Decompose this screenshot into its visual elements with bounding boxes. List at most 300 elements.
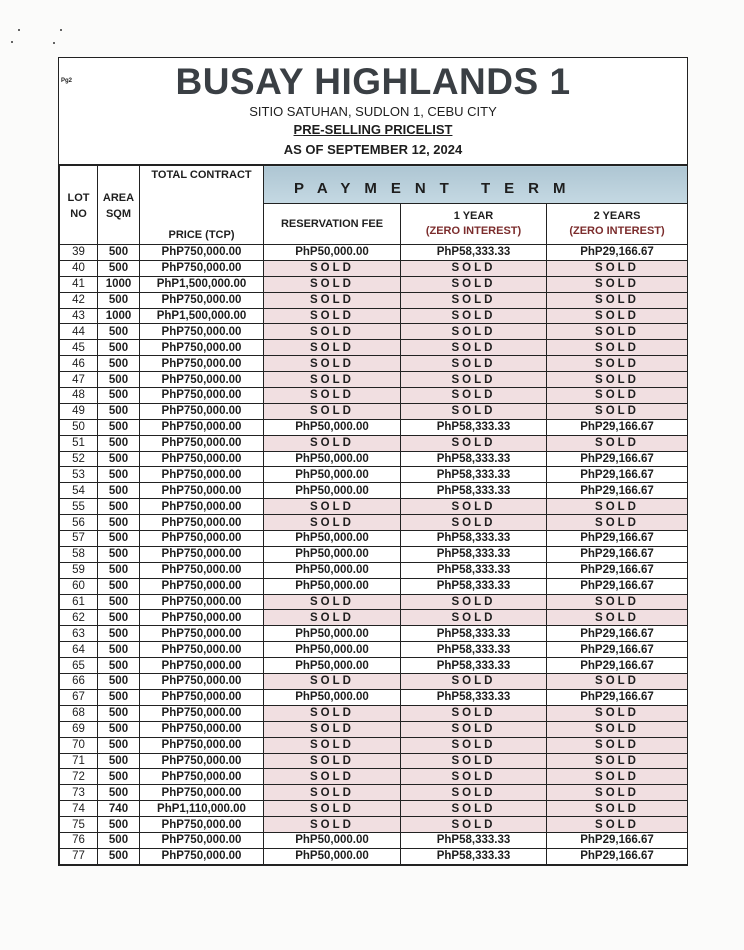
- tcp-cell: PhP750,000.00: [140, 832, 264, 848]
- two-years-cell: PhP29,166.67: [547, 658, 688, 674]
- table-row: [60, 626, 688, 642]
- area-cell: 500: [98, 467, 140, 483]
- area-cell: 500: [98, 356, 140, 372]
- area-cell: 500: [98, 832, 140, 848]
- one-year-cell: PhP58,333.33: [401, 419, 547, 435]
- one-year-cell: SOLD: [401, 674, 547, 690]
- table-row: [60, 737, 688, 753]
- two-years-cell: PhP29,166.67: [547, 483, 688, 499]
- table-row: [60, 260, 688, 276]
- reservation-cell: SOLD: [264, 372, 401, 388]
- table-row: [60, 753, 688, 769]
- pricelist-subtitle: PRE-SELLING PRICELIST: [293, 122, 453, 137]
- area-cell: 500: [98, 705, 140, 721]
- one-year-cell: SOLD: [401, 753, 547, 769]
- reservation-cell: SOLD: [264, 260, 401, 276]
- tcp-cell: PhP750,000.00: [140, 737, 264, 753]
- lot-cell: 45: [60, 340, 98, 356]
- table-row: [60, 562, 688, 578]
- reservation-cell: SOLD: [264, 292, 401, 308]
- tcp-cell: PhP750,000.00: [140, 626, 264, 642]
- lot-cell: 41: [60, 276, 98, 292]
- area-cell: 500: [98, 642, 140, 658]
- two-years-cell: PhP29,166.67: [547, 451, 688, 467]
- two-years-cell: PhP29,166.67: [547, 531, 688, 547]
- one-year-cell: SOLD: [401, 594, 547, 610]
- one-year-cell: PhP58,333.33: [401, 451, 547, 467]
- one-year-cell: PhP58,333.33: [401, 531, 547, 547]
- tcp-cell: PhP750,000.00: [140, 419, 264, 435]
- area-cell: 500: [98, 610, 140, 626]
- two-years-cell: SOLD: [547, 499, 688, 515]
- one-year-cell: PhP58,333.33: [401, 483, 547, 499]
- one-year-cell: SOLD: [401, 292, 547, 308]
- table-row: [60, 546, 688, 562]
- one-year-cell: PhP58,333.33: [401, 689, 547, 705]
- two-years-cell: PhP29,166.67: [547, 467, 688, 483]
- tcp-cell: PhP750,000.00: [140, 546, 264, 562]
- lot-cell: 51: [60, 435, 98, 451]
- reservation-cell: PhP50,000.00: [264, 467, 401, 483]
- tcp-cell: PhP750,000.00: [140, 451, 264, 467]
- area-cell: 500: [98, 435, 140, 451]
- reservation-cell: SOLD: [264, 403, 401, 419]
- area-cell: 500: [98, 451, 140, 467]
- two-years-cell: SOLD: [547, 435, 688, 451]
- table-row: [60, 594, 688, 610]
- tcp-cell: PhP750,000.00: [140, 499, 264, 515]
- speck: [18, 29, 20, 31]
- area-cell: 500: [98, 515, 140, 531]
- two-years-cell: SOLD: [547, 356, 688, 372]
- two-years-cell: SOLD: [547, 260, 688, 276]
- two-years-cell: SOLD: [547, 721, 688, 737]
- table-row: [60, 340, 688, 356]
- area-cell: 500: [98, 753, 140, 769]
- two-years-cell: SOLD: [547, 403, 688, 419]
- lot-cell: 73: [60, 785, 98, 801]
- table-row: [60, 435, 688, 451]
- lot-cell: 49: [60, 403, 98, 419]
- tcp-cell: PhP750,000.00: [140, 388, 264, 404]
- lot-cell: 60: [60, 578, 98, 594]
- one-year-cell: PhP58,333.33: [401, 626, 547, 642]
- lot-cell: 44: [60, 324, 98, 340]
- header-text: NO: [70, 208, 87, 220]
- table-row: [60, 658, 688, 674]
- col-2years-header: [547, 204, 688, 245]
- two-years-cell: SOLD: [547, 705, 688, 721]
- lot-cell: 77: [60, 848, 98, 864]
- speck: [11, 41, 13, 43]
- lot-cell: 64: [60, 642, 98, 658]
- reservation-cell: SOLD: [264, 435, 401, 451]
- one-year-cell: PhP58,333.33: [401, 467, 547, 483]
- table-row: [60, 372, 688, 388]
- page-marker: Pg2: [61, 78, 73, 84]
- tcp-cell: PhP750,000.00: [140, 356, 264, 372]
- table-row: [60, 642, 688, 658]
- lot-cell: 55: [60, 499, 98, 515]
- header-text: LOT: [67, 192, 90, 204]
- one-year-cell: PhP58,333.33: [401, 546, 547, 562]
- table-row: [60, 832, 688, 848]
- project-address: SITIO SATUHAN, SUDLON 1, CEBU CITY: [249, 104, 497, 119]
- area-cell: 500: [98, 785, 140, 801]
- two-years-cell: PhP29,166.67: [547, 578, 688, 594]
- tcp-cell: PhP750,000.00: [140, 689, 264, 705]
- header-text: 1 YEAR: [453, 210, 494, 223]
- one-year-cell: PhP58,333.33: [401, 658, 547, 674]
- reservation-cell: SOLD: [264, 276, 401, 292]
- area-cell: 500: [98, 531, 140, 547]
- one-year-cell: PhP58,333.33: [401, 578, 547, 594]
- area-cell: 500: [98, 292, 140, 308]
- area-cell: 500: [98, 737, 140, 753]
- two-years-cell: PhP29,166.67: [547, 626, 688, 642]
- one-year-cell: SOLD: [401, 721, 547, 737]
- table-row: [60, 467, 688, 483]
- two-years-cell: SOLD: [547, 674, 688, 690]
- lot-cell: 46: [60, 356, 98, 372]
- lot-cell: 66: [60, 674, 98, 690]
- lot-cell: 72: [60, 769, 98, 785]
- reservation-cell: PhP50,000.00: [264, 419, 401, 435]
- tcp-cell: PhP750,000.00: [140, 292, 264, 308]
- two-years-cell: SOLD: [547, 817, 688, 833]
- two-years-cell: SOLD: [547, 388, 688, 404]
- area-cell: 500: [98, 848, 140, 864]
- table-row: [60, 674, 688, 690]
- area-cell: 500: [98, 594, 140, 610]
- two-years-cell: SOLD: [547, 372, 688, 388]
- lot-cell: 48: [60, 388, 98, 404]
- reservation-cell: SOLD: [264, 388, 401, 404]
- reservation-cell: PhP50,000.00: [264, 689, 401, 705]
- two-years-cell: SOLD: [547, 753, 688, 769]
- tcp-cell: PhP750,000.00: [140, 848, 264, 864]
- two-years-cell: SOLD: [547, 515, 688, 531]
- area-cell: 500: [98, 721, 140, 737]
- one-year-cell: SOLD: [401, 705, 547, 721]
- area-cell: 500: [98, 674, 140, 690]
- one-year-cell: SOLD: [401, 324, 547, 340]
- area-cell: 500: [98, 388, 140, 404]
- header-text: PRICE (TCP): [168, 229, 235, 241]
- two-years-cell: SOLD: [547, 292, 688, 308]
- one-year-cell: SOLD: [401, 340, 547, 356]
- area-cell: 500: [98, 324, 140, 340]
- two-years-cell: PhP29,166.67: [547, 245, 688, 261]
- lot-cell: 69: [60, 721, 98, 737]
- speck: [53, 42, 55, 44]
- lot-cell: 67: [60, 689, 98, 705]
- reservation-cell: SOLD: [264, 308, 401, 324]
- table-row: [60, 689, 688, 705]
- lot-cell: 75: [60, 817, 98, 833]
- reservation-cell: SOLD: [264, 785, 401, 801]
- table-row: [60, 848, 688, 864]
- reservation-cell: PhP50,000.00: [264, 658, 401, 674]
- reservation-cell: SOLD: [264, 515, 401, 531]
- tcp-cell: PhP750,000.00: [140, 340, 264, 356]
- area-cell: 500: [98, 769, 140, 785]
- tcp-cell: PhP750,000.00: [140, 435, 264, 451]
- reservation-cell: SOLD: [264, 753, 401, 769]
- lot-cell: 74: [60, 801, 98, 817]
- one-year-cell: SOLD: [401, 356, 547, 372]
- table-row: [60, 308, 688, 324]
- two-years-cell: SOLD: [547, 340, 688, 356]
- reservation-cell: PhP50,000.00: [264, 626, 401, 642]
- tcp-cell: PhP750,000.00: [140, 467, 264, 483]
- area-cell: 1000: [98, 308, 140, 324]
- reservation-cell: SOLD: [264, 737, 401, 753]
- table-row: [60, 403, 688, 419]
- two-years-cell: SOLD: [547, 785, 688, 801]
- two-years-cell: PhP29,166.67: [547, 832, 688, 848]
- reservation-cell: SOLD: [264, 324, 401, 340]
- reservation-cell: PhP50,000.00: [264, 483, 401, 499]
- table-row: [60, 499, 688, 515]
- area-cell: 500: [98, 245, 140, 261]
- tcp-cell: PhP750,000.00: [140, 594, 264, 610]
- document-header: [59, 58, 687, 165]
- area-cell: 500: [98, 260, 140, 276]
- reservation-cell: SOLD: [264, 340, 401, 356]
- lot-cell: 65: [60, 658, 98, 674]
- lot-cell: 56: [60, 515, 98, 531]
- lot-cell: 43: [60, 308, 98, 324]
- tcp-cell: PhP750,000.00: [140, 515, 264, 531]
- tcp-cell: PhP750,000.00: [140, 483, 264, 499]
- tcp-cell: PhP750,000.00: [140, 817, 264, 833]
- lot-cell: 63: [60, 626, 98, 642]
- table-row: [60, 292, 688, 308]
- two-years-cell: SOLD: [547, 737, 688, 753]
- one-year-cell: SOLD: [401, 499, 547, 515]
- table-row: [60, 515, 688, 531]
- area-cell: 500: [98, 372, 140, 388]
- area-cell: 500: [98, 546, 140, 562]
- two-years-cell: PhP29,166.67: [547, 848, 688, 864]
- table-row: [60, 324, 688, 340]
- lot-cell: 50: [60, 419, 98, 435]
- two-years-cell: SOLD: [547, 801, 688, 817]
- table-row: [60, 388, 688, 404]
- tcp-cell: PhP750,000.00: [140, 403, 264, 419]
- tcp-cell: PhP750,000.00: [140, 562, 264, 578]
- table-row: [60, 356, 688, 372]
- reservation-cell: PhP50,000.00: [264, 451, 401, 467]
- area-cell: 500: [98, 658, 140, 674]
- project-title: BUSAY HIGHLANDS 1: [175, 61, 571, 102]
- reservation-cell: SOLD: [264, 356, 401, 372]
- reservation-cell: SOLD: [264, 817, 401, 833]
- lot-cell: 42: [60, 292, 98, 308]
- tcp-cell: PhP750,000.00: [140, 769, 264, 785]
- area-cell: 500: [98, 419, 140, 435]
- header-note: (ZERO INTEREST): [569, 225, 665, 238]
- one-year-cell: PhP58,333.33: [401, 848, 547, 864]
- tcp-cell: PhP750,000.00: [140, 705, 264, 721]
- one-year-cell: PhP58,333.33: [401, 245, 547, 261]
- tcp-cell: PhP750,000.00: [140, 531, 264, 547]
- one-year-cell: SOLD: [401, 785, 547, 801]
- tcp-cell: PhP1,500,000.00: [140, 308, 264, 324]
- tcp-cell: PhP750,000.00: [140, 721, 264, 737]
- one-year-cell: PhP58,333.33: [401, 832, 547, 848]
- table-row: [60, 785, 688, 801]
- lot-cell: 76: [60, 832, 98, 848]
- col-reservation-header: RESERVATION FEE: [264, 204, 401, 245]
- reservation-cell: PhP50,000.00: [264, 546, 401, 562]
- one-year-cell: SOLD: [401, 388, 547, 404]
- lot-cell: 71: [60, 753, 98, 769]
- tcp-cell: PhP750,000.00: [140, 610, 264, 626]
- area-cell: 500: [98, 403, 140, 419]
- reservation-cell: SOLD: [264, 801, 401, 817]
- pricelist-table: [59, 165, 688, 865]
- tcp-cell: PhP750,000.00: [140, 753, 264, 769]
- area-cell: 500: [98, 499, 140, 515]
- table-row: [60, 817, 688, 833]
- reservation-cell: PhP50,000.00: [264, 832, 401, 848]
- lot-cell: 57: [60, 531, 98, 547]
- tcp-cell: PhP750,000.00: [140, 245, 264, 261]
- tcp-cell: PhP750,000.00: [140, 658, 264, 674]
- table-row: [60, 451, 688, 467]
- area-cell: 500: [98, 562, 140, 578]
- table-row: [60, 769, 688, 785]
- two-years-cell: PhP29,166.67: [547, 419, 688, 435]
- one-year-cell: SOLD: [401, 403, 547, 419]
- area-cell: 1000: [98, 276, 140, 292]
- one-year-cell: SOLD: [401, 610, 547, 626]
- one-year-cell: PhP58,333.33: [401, 642, 547, 658]
- two-years-cell: PhP29,166.67: [547, 546, 688, 562]
- reservation-cell: PhP50,000.00: [264, 578, 401, 594]
- col-tcp-header: [140, 166, 264, 245]
- table-row: [60, 531, 688, 547]
- reservation-cell: SOLD: [264, 594, 401, 610]
- col-lot-header: [60, 166, 98, 245]
- table-row: [60, 419, 688, 435]
- one-year-cell: SOLD: [401, 308, 547, 324]
- lot-cell: 59: [60, 562, 98, 578]
- one-year-cell: PhP58,333.33: [401, 562, 547, 578]
- lot-cell: 40: [60, 260, 98, 276]
- pricelist-body: [60, 245, 688, 865]
- two-years-cell: SOLD: [547, 769, 688, 785]
- area-cell: 500: [98, 689, 140, 705]
- speck: [60, 29, 62, 31]
- reservation-cell: SOLD: [264, 721, 401, 737]
- header-note: (ZERO INTEREST): [425, 225, 522, 238]
- lot-cell: 53: [60, 467, 98, 483]
- tcp-cell: PhP750,000.00: [140, 324, 264, 340]
- lot-cell: 70: [60, 737, 98, 753]
- tcp-cell: PhP750,000.00: [140, 372, 264, 388]
- area-cell: 740: [98, 801, 140, 817]
- tcp-cell: PhP750,000.00: [140, 674, 264, 690]
- two-years-cell: PhP29,166.67: [547, 562, 688, 578]
- tcp-cell: PhP750,000.00: [140, 260, 264, 276]
- lot-cell: 39: [60, 245, 98, 261]
- lot-cell: 52: [60, 451, 98, 467]
- table-row: [60, 705, 688, 721]
- reservation-cell: PhP50,000.00: [264, 848, 401, 864]
- header-text: TOTAL CONTRACT: [151, 169, 252, 181]
- reservation-cell: PhP50,000.00: [264, 562, 401, 578]
- col-area-header: [98, 166, 140, 245]
- tcp-cell: PhP1,500,000.00: [140, 276, 264, 292]
- lot-cell: 61: [60, 594, 98, 610]
- reservation-cell: PhP50,000.00: [264, 531, 401, 547]
- area-cell: 500: [98, 578, 140, 594]
- two-years-cell: SOLD: [547, 610, 688, 626]
- lot-cell: 68: [60, 705, 98, 721]
- one-year-cell: SOLD: [401, 801, 547, 817]
- table-row: [60, 578, 688, 594]
- two-years-cell: SOLD: [547, 594, 688, 610]
- table-row: [60, 245, 688, 261]
- area-cell: 500: [98, 626, 140, 642]
- lot-cell: 47: [60, 372, 98, 388]
- header-text: AREA: [102, 192, 135, 204]
- table-row: [60, 276, 688, 292]
- one-year-cell: SOLD: [401, 737, 547, 753]
- one-year-cell: SOLD: [401, 435, 547, 451]
- two-years-cell: PhP29,166.67: [547, 642, 688, 658]
- reservation-cell: PhP50,000.00: [264, 642, 401, 658]
- col-1year-header: [401, 204, 547, 245]
- one-year-cell: SOLD: [401, 276, 547, 292]
- table-row: [60, 801, 688, 817]
- payment-term-band: PAYMENT TERM: [264, 166, 688, 204]
- table-row: [60, 721, 688, 737]
- table-row: [60, 610, 688, 626]
- lot-cell: 58: [60, 546, 98, 562]
- two-years-cell: SOLD: [547, 308, 688, 324]
- two-years-cell: SOLD: [547, 324, 688, 340]
- one-year-cell: SOLD: [401, 769, 547, 785]
- reservation-cell: SOLD: [264, 674, 401, 690]
- area-cell: 500: [98, 817, 140, 833]
- as-of-date: AS OF SEPTEMBER 12, 2024: [283, 142, 463, 157]
- header-text: 2 YEARS: [593, 210, 641, 223]
- tcp-cell: PhP1,110,000.00: [140, 801, 264, 817]
- one-year-cell: SOLD: [401, 372, 547, 388]
- reservation-cell: SOLD: [264, 769, 401, 785]
- tcp-cell: PhP750,000.00: [140, 785, 264, 801]
- two-years-cell: SOLD: [547, 276, 688, 292]
- one-year-cell: SOLD: [401, 817, 547, 833]
- one-year-cell: SOLD: [401, 515, 547, 531]
- area-cell: 500: [98, 340, 140, 356]
- header-text: SQM: [105, 208, 132, 220]
- area-cell: 500: [98, 483, 140, 499]
- reservation-cell: PhP50,000.00: [264, 245, 401, 261]
- reservation-cell: SOLD: [264, 610, 401, 626]
- table-row: [60, 483, 688, 499]
- reservation-cell: SOLD: [264, 705, 401, 721]
- lot-cell: 54: [60, 483, 98, 499]
- one-year-cell: SOLD: [401, 260, 547, 276]
- tcp-cell: PhP750,000.00: [140, 578, 264, 594]
- pricelist-sheet: [58, 57, 688, 866]
- lot-cell: 62: [60, 610, 98, 626]
